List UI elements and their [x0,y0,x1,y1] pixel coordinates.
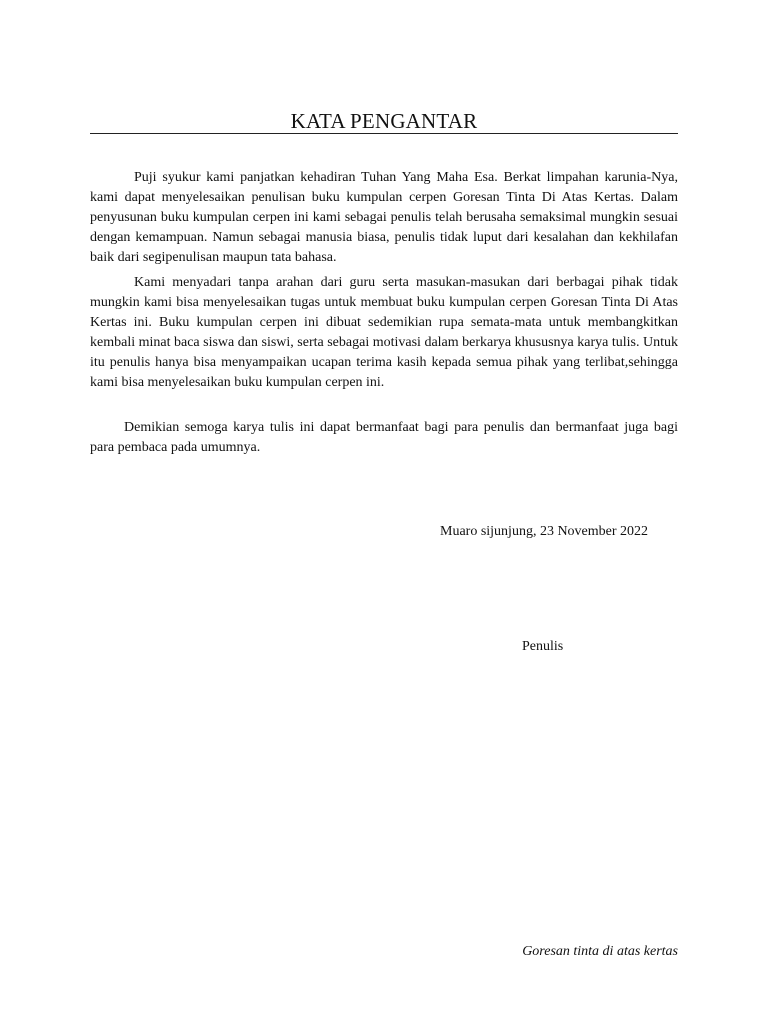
page-footer: Goresan tinta di atas kertas [522,944,678,959]
paragraph-2: Kami menyadari tanpa arahan dari guru serta masukan-masukan dari berbagai pihak tidak mungkin kami bisa menyelesaikan tugas untuk membuat buku kumpulan cerpen Goresan Tinta Di Atas Kertas ini. Buku kumpulan cerpen ini dibuat sedemikian rupa semata-mata untuk membangkitkan kembali minat baca siswa dan siswi, serta sebagai motivasi dalam berkarya khususnya karya tulis. Untuk itu penulis hanya bisa menyampaikan ucapan terima kasih kepada semua pihak yang terlibat,sehingga kami bisa menyelesaikan buku kumpulan cerpen ini. [90,275,678,390]
title-underline [90,133,678,134]
place-and-date: Muaro sijunjung, 23 November 2022 [440,524,649,539]
paragraph-3: Demikian semoga karya tulis ini dapat bermanfaat bagi para penulis dan bermanfaat juga bagi para pembaca pada umumnya. [90,420,678,455]
paragraph-1: Puji syukur kami panjatkan kehadiran Tuhan Yang Maha Esa. Berkat limpahan karunia-Nya, kami dapat menyelesaikan penulisan buku kumpulan cerpen Goresan Tinta Di Atas Kertas. Dalam penyusunan buku kumpulan cerpen ini kami sebagai penulis telah berusaha semaksimal mungkin sesuai dengan kemampuan. Namun sebagai manusia biasa, penulis tidak luput dari kesalahan dan kekhilafan baik dari segipenulisan maupun tata bahasa. [90,170,678,265]
signer-label: Penulis [522,639,564,654]
page-title: KATA PENGANTAR [290,109,478,133]
